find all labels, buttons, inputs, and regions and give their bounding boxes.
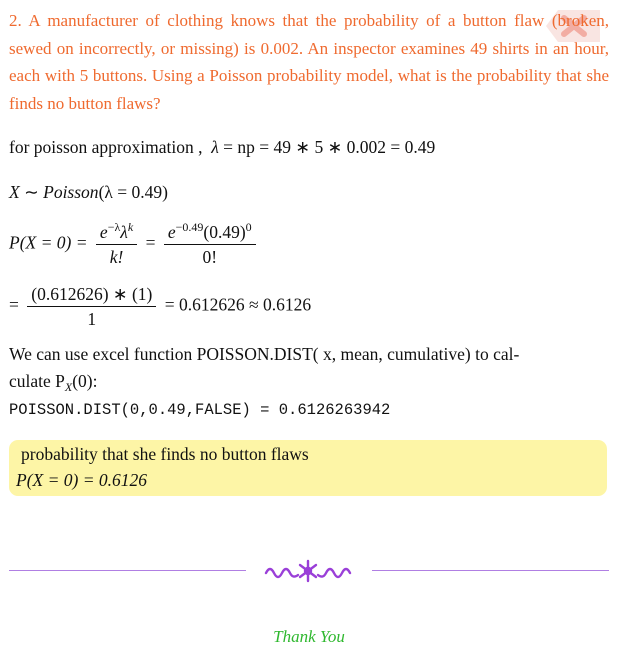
approximation-label: for poisson approximation , (9, 137, 203, 157)
answer-label: probability that she finds no button flaws (21, 444, 309, 464)
excel-note-line-2 (9, 371, 98, 392)
pmf-lhs: P(X = 0) = (9, 232, 88, 253)
poisson-approximation-line (9, 137, 435, 158)
pmf-substituted-fraction (164, 222, 256, 267)
excel-note-line-1: We can use excel function POISSON.DIST( x, mean, cumulative) to cal- (9, 344, 520, 364)
pmf-substituted-numerator: $e^{-0.49}(0.49)^0$ (164, 222, 256, 245)
excel-formula: POISSON.DIST(0,0.49,FALSE) = 0.6126263942 (9, 401, 391, 419)
pmf-formula (9, 222, 260, 267)
result-equals: = (9, 294, 19, 315)
excel-note-subscript: X (64, 380, 73, 394)
thank-you-text: Thank You (273, 627, 345, 646)
distribution-parameter: (λ = 0.49) (98, 182, 168, 202)
question-text: 2. A manufacturer of clothing knows that the probability of a button flaw (broken, sewed on incorrectly, or missing) is 0.002. An inspector examines 49 shirts in an hour, each with 5 buttons. Using a Poisson probability model, what is the probability that she finds no button flaws? (9, 11, 609, 113)
pmf-equals: = (145, 232, 156, 253)
pmf-substituted-denominator: 0! (202, 247, 218, 267)
pmf-general-numerator: $e^{-\lambda}\lambda^k$ (96, 222, 137, 245)
excel-note-text-end: (0): (72, 371, 98, 391)
pmf-general-fraction (96, 222, 137, 267)
distribution-line (9, 182, 168, 203)
result-numerator: (0.612626) ∗ (1) (27, 284, 156, 307)
distribution-name: Poisson (43, 182, 99, 202)
lambda-symbol: λ (206, 137, 219, 157)
random-variable: X (9, 182, 20, 202)
distributed-as-symbol: ∼ (24, 182, 39, 202)
result-fraction (27, 284, 156, 329)
result-line (9, 284, 311, 329)
lambda-equation: = np = 49 ∗ 5 ∗ 0.002 = 0.49 (223, 137, 436, 157)
excel-note-text: culate P (9, 371, 65, 391)
result-value: = 0.612626 ≈ 0.6126 (164, 294, 312, 315)
answer-value: P(X = 0) = 0.6126 (16, 470, 148, 490)
pmf-general-denominator: k! (109, 247, 124, 267)
ornament-icon (262, 559, 354, 583)
answer-box (9, 440, 607, 496)
divider-left (9, 570, 246, 571)
result-denominator: 1 (87, 309, 97, 329)
divider-right (372, 570, 609, 571)
